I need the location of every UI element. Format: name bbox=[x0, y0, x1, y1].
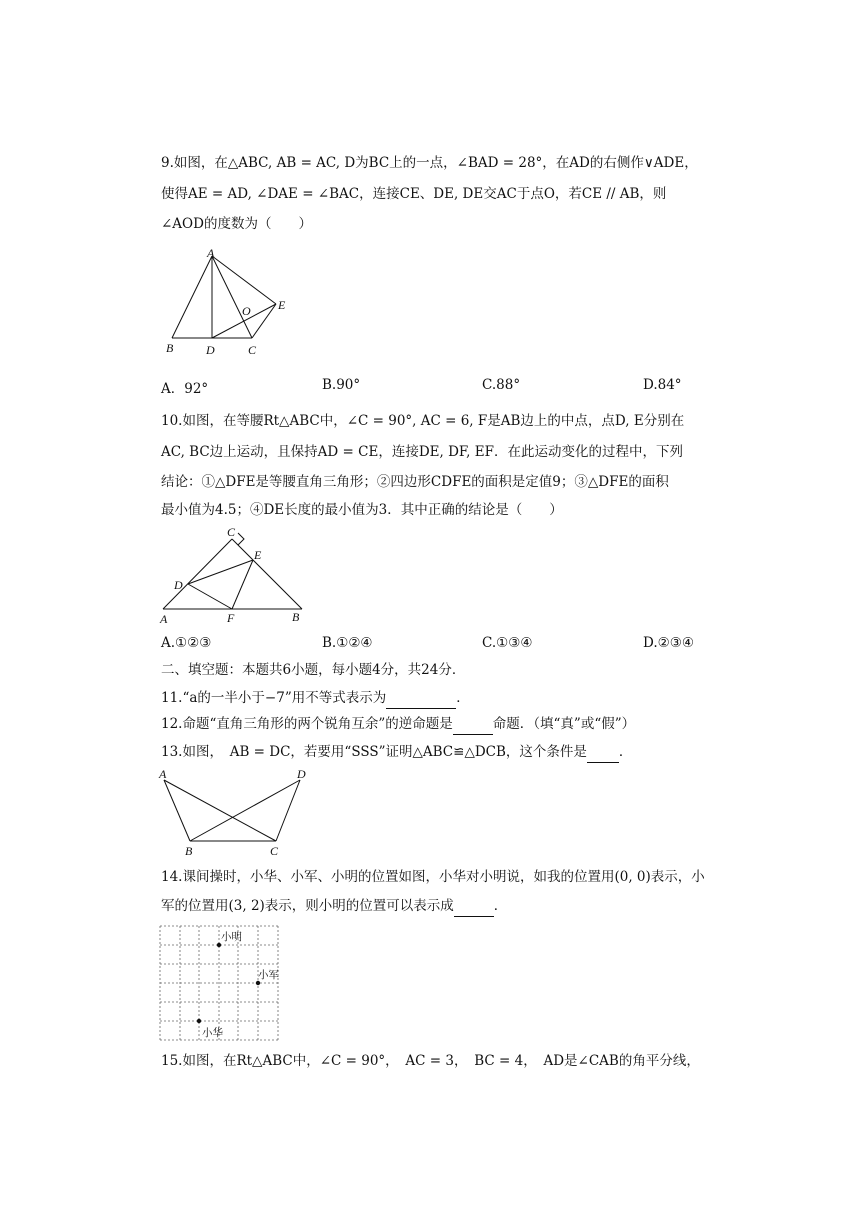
q9-line-1: 9.如图，在△ABC, AB = AC, D为BC上的一点，∠BAD = 28°，在AD的右侧作∨ADE， bbox=[161, 155, 698, 171]
q14-point-xiaoming bbox=[217, 943, 221, 947]
q13-seg-db bbox=[190, 780, 300, 841]
q14-prefix: 军的位置用(3, 2)表示，则小明的位置可以表示成 bbox=[161, 898, 454, 914]
q10-right-angle-mark bbox=[238, 533, 244, 545]
q13-label-b: B bbox=[185, 844, 193, 858]
q13-suffix: ． bbox=[618, 744, 633, 760]
q10-option-d: D.②③④ bbox=[643, 635, 694, 651]
q14-line-2 bbox=[161, 896, 507, 917]
q13-blank[interactable] bbox=[587, 742, 619, 763]
q10-seg-ef bbox=[232, 560, 253, 609]
q9-seg-ab bbox=[172, 256, 212, 338]
q13-seg-ab bbox=[164, 780, 190, 841]
q9-seg-ac bbox=[212, 256, 252, 338]
q13-seg-dc bbox=[276, 780, 300, 841]
q10-figure bbox=[158, 527, 308, 627]
q10-option-c: C.①③④ bbox=[482, 635, 533, 651]
q10-label-e: E bbox=[254, 548, 262, 562]
q14-grid-figure bbox=[160, 926, 280, 1042]
q10-label-a: A bbox=[160, 612, 168, 626]
q13-prefix: 13.如图， AB = DC，若要用“SSS”证明△ABC≌△DCB，这个条件是 bbox=[161, 744, 587, 760]
q9-seg-ce bbox=[252, 304, 276, 338]
q10-label-b: B bbox=[292, 610, 300, 624]
q10-label-d: D bbox=[174, 578, 183, 592]
q9-figure bbox=[160, 248, 300, 358]
q10-label-f: F bbox=[227, 611, 235, 625]
q9-label-d: D bbox=[206, 343, 215, 357]
q14-point-xiaojun bbox=[256, 981, 260, 985]
q9-label-o: O bbox=[242, 304, 251, 318]
section-2-heading: 二、填空题：本题共6小题，每小题4分，共24分． bbox=[161, 662, 466, 678]
q12-prefix: 12.命题“直角三角形的两个锐角互余”的逆命题是 bbox=[161, 716, 453, 732]
q10-line-1: 10.如图，在等腰Rt△ABC中，∠C = 90°, AC = 6, F是AB边上的中点，点D, E分别在 bbox=[161, 413, 685, 429]
q14-point-xiaohua bbox=[197, 1019, 201, 1023]
q9-seg-ae bbox=[212, 256, 276, 304]
q14-suffix: ． bbox=[493, 898, 508, 914]
q10-label-c: C bbox=[227, 525, 236, 539]
q10-seg-bc bbox=[232, 539, 302, 609]
q10-option-b: B.①②④ bbox=[322, 635, 373, 651]
q9-option-c: C.88° bbox=[482, 377, 521, 393]
q10-line-3: 结论：①△DFE是等腰直角三角形；②四边形CDFE的面积是定值9；③△DFE的面积 bbox=[161, 474, 669, 490]
q13-line bbox=[161, 742, 632, 763]
q10-line-4: 最小值为4.5；④DE长度的最小值为3．其中正确的结论是（ ） bbox=[161, 502, 563, 518]
q9-line-2: 使得AE = AD, ∠DAE = ∠BAC，连接CE、DE, DE交AC于点O，若CE // AB，则 bbox=[161, 186, 667, 202]
q10-seg-de bbox=[188, 560, 253, 584]
q13-figure bbox=[158, 768, 310, 858]
q11-blank[interactable] bbox=[386, 688, 456, 709]
q12-line bbox=[161, 714, 635, 735]
q9-label-b: B bbox=[166, 341, 174, 355]
q9-label-c: C bbox=[248, 343, 257, 357]
q11-prefix: 11.“a的一半小于−7”用不等式表示为 bbox=[161, 690, 387, 706]
q10-line-2: AC, BC边上运动，且保持AD = CE，连接DE, DF, EF．在此运动变化的过程中，下列 bbox=[161, 444, 683, 460]
q9-label-e: E bbox=[278, 298, 286, 312]
q10-option-a: A.①②③ bbox=[161, 635, 212, 651]
q13-label-a: A bbox=[159, 767, 167, 781]
q10-seg-ac bbox=[163, 539, 232, 609]
q11-suffix: ． bbox=[456, 690, 470, 706]
q9-option-a: A．92° bbox=[161, 381, 209, 397]
q14-blank[interactable] bbox=[454, 896, 494, 917]
q12-blank[interactable] bbox=[453, 714, 493, 735]
q13-seg-ac bbox=[164, 780, 276, 841]
q14-label-xiaoming: 小明 bbox=[221, 931, 242, 943]
q10-seg-df bbox=[188, 584, 232, 609]
q14-line-1: 14.课间操时，小华、小军、小明的位置如图，小华对小明说，如我的位置用(0, 0)表示，小 bbox=[161, 869, 705, 885]
q11-line bbox=[161, 688, 470, 709]
q15-line-1: 15.如图，在Rt△ABC中，∠C = 90°， AC = 3， BC = 4， AD是∠CAB的角平分线， bbox=[161, 1053, 700, 1069]
q13-label-c: C bbox=[270, 844, 279, 858]
q9-line-3: ∠AOD的度数为（ ） bbox=[161, 216, 312, 232]
q14-label-xiaojun: 小军 bbox=[258, 969, 279, 981]
q14-label-xiaohua: 小华 bbox=[202, 1027, 223, 1039]
q9-option-b: B.90° bbox=[322, 377, 361, 393]
q9-label-a: A bbox=[207, 246, 215, 260]
q9-option-d: D.84° bbox=[643, 377, 682, 393]
q12-suffix: 命题．（填“真”或“假”） bbox=[492, 716, 636, 732]
q13-label-d: D bbox=[297, 767, 306, 781]
